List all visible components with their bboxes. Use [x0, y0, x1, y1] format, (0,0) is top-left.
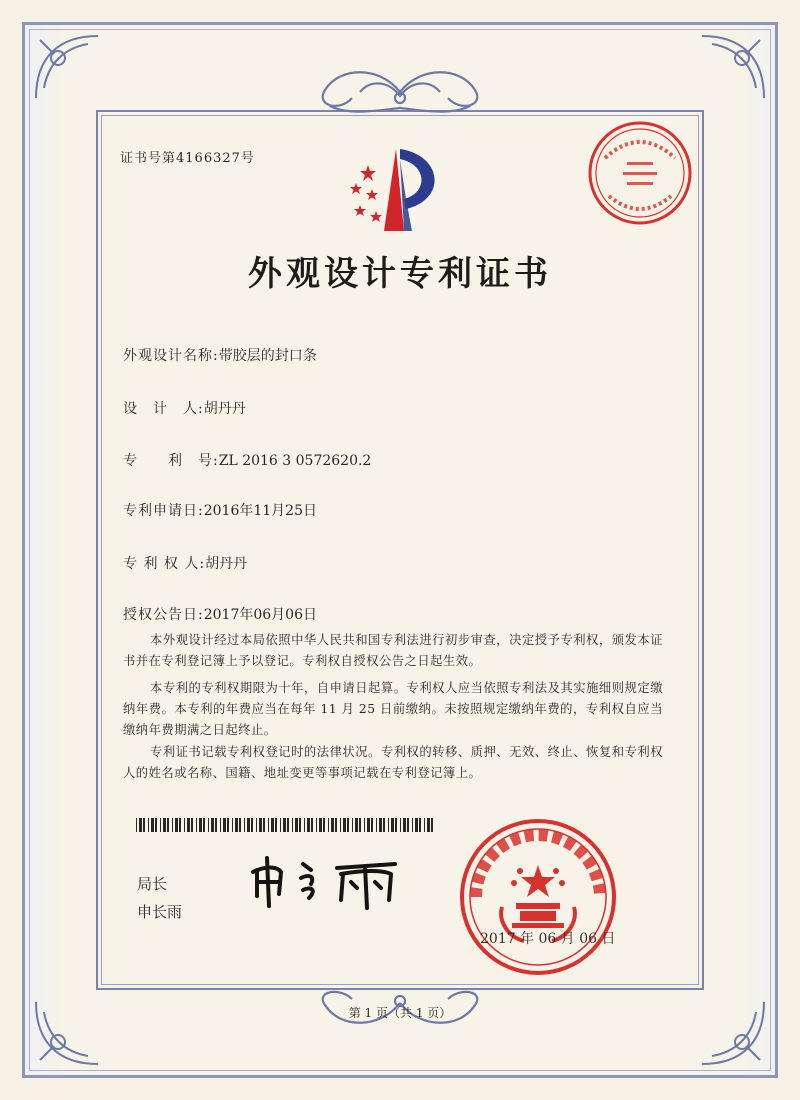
field-value: 带胶层的封口条 [218, 348, 317, 364]
corner-ornament-tr-icon [692, 28, 772, 108]
national-seal-icon [458, 817, 618, 977]
page-number: 第 1 页（共 1 页） [348, 1006, 452, 1020]
field-label: 授权公告日: [123, 607, 204, 623]
field-patentee [123, 553, 247, 573]
field-label: 专利申请日: [123, 503, 204, 519]
cnipa-emblem-icon [344, 145, 454, 235]
red-stamp-icon [585, 118, 695, 228]
corner-ornament-tl-icon [28, 28, 108, 108]
director-title: 局长 [137, 875, 168, 893]
barcode-icon [136, 818, 436, 832]
field-grant-date [123, 604, 317, 624]
field-value: ZL 2016 3 0572620.2 [218, 453, 372, 469]
field-value: 胡丹丹 [205, 556, 248, 572]
field-designer [123, 398, 246, 418]
cert-no-value: 4166327 [176, 151, 241, 166]
field-value: 2017年06月06日 [203, 607, 317, 623]
field-label: 专 利 号: [123, 453, 219, 469]
field-application-date [123, 500, 317, 520]
field-value: 2016年11月25日 [203, 503, 317, 519]
field-value: 胡丹丹 [203, 401, 246, 417]
field-label: 专 利 权 人: [123, 556, 206, 572]
field-design-name [123, 345, 317, 365]
paragraph-term-and-fees: 本专利的专利权期限为十年，自申请日起算。专利权人应当依照专利法及其实施细则规定缴纳年费。本专利的年费应当在每年 11 月 25 日前缴纳。未按照规定缴纳年费的，专利权自应当缴纳年费期满之日起终止。 [123, 681, 663, 737]
paragraph-grant-decision: 本外观设计经过本局依照中华人民共和国专利法进行初步审查，决定授予专利权，颁发本证书并在专利登记簿上予以登记。专利权自授权公告之日起生效。 [123, 633, 663, 668]
document-title: 外观设计专利证书 [248, 254, 552, 294]
top-ornament-icon [300, 62, 500, 118]
cert-no-label: 证书号第 [120, 151, 177, 166]
paragraph-legal-status: 专利证书记载专利权登记时的法律状况。专利权的转移、质押、无效、终止、恢复和专利权人的姓名或名称、国籍、地址变更等事项记载在专利登记簿上。 [123, 745, 663, 780]
signature-icon [245, 852, 405, 912]
seal-date: 2017 年 06 月 06 日 [480, 931, 616, 947]
director-name: 申长雨 [137, 903, 183, 921]
cert-no-suffix: 号 [240, 151, 255, 166]
field-label: 设 计 人: [123, 401, 204, 417]
certificate-number [120, 147, 255, 166]
field-patent-number [123, 450, 371, 470]
field-label: 外观设计名称: [123, 348, 219, 364]
